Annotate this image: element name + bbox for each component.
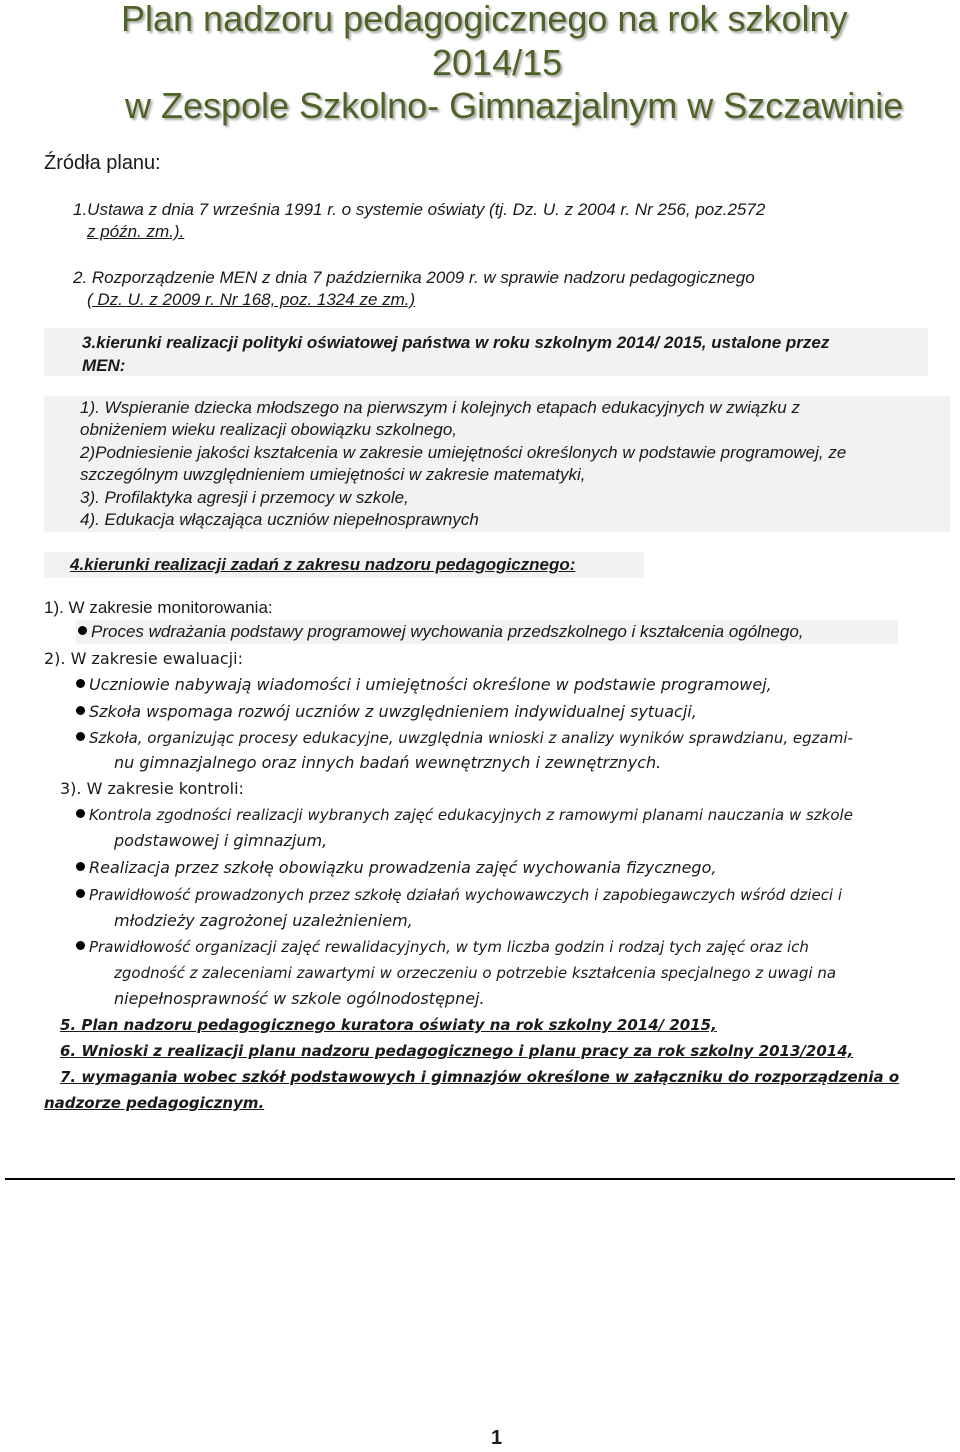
section-4-heading: 4.kierunki realizacji zadań z zakresu nadzoru pedagogicznego: <box>70 555 576 574</box>
men-direction-2-line-1: 2)Podniesienie jakości kształcenia w zakresie umiejętności określonych w podstawie programowej, ze <box>80 443 847 462</box>
bullet-icon <box>76 941 85 950</box>
control-item-4-line-1-text: Prawidłowość organizacji zajęć rewalidacyjnych, w tym liczba godzin i rodzaj tych zajęć oraz ich <box>89 938 809 956</box>
point-7-line-1: 7. wymagania wobec szkół podstawowych i gimnazjów określone w załączniku do rozporządzenia o <box>60 1068 900 1086</box>
control-item-2-text: Realizacja przez szkołę obowiązku prowadzenia zajęć wychowania fizycznego, <box>89 858 717 877</box>
control-item-4-line-3: niepełnosprawność w szkole ogólnodostępnej. <box>114 989 485 1008</box>
bullet-icon <box>76 706 85 715</box>
monitoring-heading: 1). W zakresie monitorowania: <box>44 598 273 617</box>
bullet-icon <box>76 809 85 818</box>
men-direction-1-line-2: obniżeniem wieku realizacji obowiązku szkolnego, <box>80 420 458 439</box>
page-number: 1 <box>491 1427 503 1449</box>
control-item-1-line-1-text: Kontrola zgodności realizacji wybranych zajęć edukacyjnych z ramowymi planami nauczania w szkole <box>89 806 853 824</box>
page-title-line-2: 2014/15 <box>432 42 563 83</box>
bullet-icon <box>76 862 85 871</box>
bullet-icon <box>78 626 87 635</box>
men-direction-1-line-1: 1). Wspieranie dziecka młodszego na pierwszym i kolejnych etapach edukacyjnych w związku z <box>80 398 800 417</box>
sources-heading: Źródła planu: <box>44 152 161 174</box>
control-item-2 <box>76 858 716 877</box>
control-item-4-line-2: zgodność z zaleceniami zawartymi w orzeczeniu o potrzebie kształcenia specjalnego z uwagi na <box>114 964 837 982</box>
control-item-1-line-2: podstawowej i gimnazjum, <box>114 831 328 850</box>
evaluation-item-3-line-2: nu gimnazjalnego oraz innych badań wewnętrznych i zewnętrznych. <box>114 753 662 772</box>
control-heading: 3). W zakresie kontroli: <box>60 779 244 798</box>
men-direction-2-line-2: szczególnym uwzględnieniem umiejętności w zakresie matematyki, <box>80 465 586 484</box>
monitoring-item-1-text: Proces wdrażania podstawy programowej wychowania przedszkolnego i kształcenia ogólnego, <box>91 622 804 641</box>
bullet-icon <box>76 679 85 688</box>
source-3-line-2: MEN: <box>82 356 126 375</box>
control-item-3-line-2: młodzieży zagrożonej uzależnieniem, <box>114 911 413 930</box>
horizontal-rule <box>5 1178 955 1180</box>
source-1-line-2: z późn. zm.). <box>87 222 185 241</box>
evaluation-heading: 2). W zakresie ewaluacji: <box>44 649 243 668</box>
page-title-line-1: Plan nadzoru pedagogicznego na rok szkolny <box>121 0 848 39</box>
control-item-3-line-1-text: Prawidłowość prowadzonych przez szkołę działań wychowawczych i zapobiegawczych wśród dzieci i <box>89 886 843 904</box>
men-direction-4: 4). Edukacja włączająca uczniów niepełnosprawnych <box>80 510 479 529</box>
bullet-icon <box>76 732 85 741</box>
control-item-3-line-1 <box>76 886 842 904</box>
source-2-line-2: ( Dz. U. z 2009 r. Nr 168, poz. 1324 ze zm.) <box>87 290 416 309</box>
men-direction-3: 3). Profilaktyka agresji i przemocy w szkole, <box>80 488 409 507</box>
bullet-icon <box>76 889 85 898</box>
point-5: 5. Plan nadzoru pedagogicznego kuratora oświaty na rok szkolny 2014/ 2015, <box>60 1016 717 1034</box>
evaluation-item-1-text: Uczniowie nabywają wiadomości i umiejętności określone w podstawie programowej, <box>89 675 772 694</box>
evaluation-item-1 <box>76 675 772 694</box>
evaluation-item-3-line-1-text: Szkoła, organizując procesy edukacyjne, uwzględnia wnioski z analizy wyników sprawdzianu, egzami- <box>89 729 853 747</box>
control-item-1-line-1 <box>76 806 853 824</box>
monitoring-item-1 <box>78 622 804 642</box>
page-title-line-3: w Zespole Szkolno- Gimnazjalnym w Szczawinie <box>125 85 904 126</box>
source-3-line-1: 3.kierunki realizacji polityki oświatowej państwa w roku szkolnym 2014/ 2015, ustalone przez <box>82 333 830 352</box>
evaluation-item-3-line-1 <box>76 729 853 747</box>
source-1-line-1: 1.Ustawa z dnia 7 września 1991 r. o systemie oświaty (tj. Dz. U. z 2004 r. Nr 256, poz.2572 <box>73 200 766 219</box>
control-item-4-line-1 <box>76 938 809 956</box>
evaluation-item-2-text: Szkoła wspomaga rozwój uczniów z uwzględnieniem indywidualnej sytuacji, <box>89 702 697 721</box>
point-7-line-2: nadzorze pedagogicznym. <box>44 1094 265 1112</box>
evaluation-item-2 <box>76 702 697 721</box>
point-6: 6. Wnioski z realizacji planu nadzoru pedagogicznego i planu pracy za rok szkolny 2013/2014, <box>60 1042 854 1060</box>
source-2-line-1: 2. Rozporządzenie MEN z dnia 7 października 2009 r. w sprawie nadzoru pedagogicznego <box>73 268 755 287</box>
